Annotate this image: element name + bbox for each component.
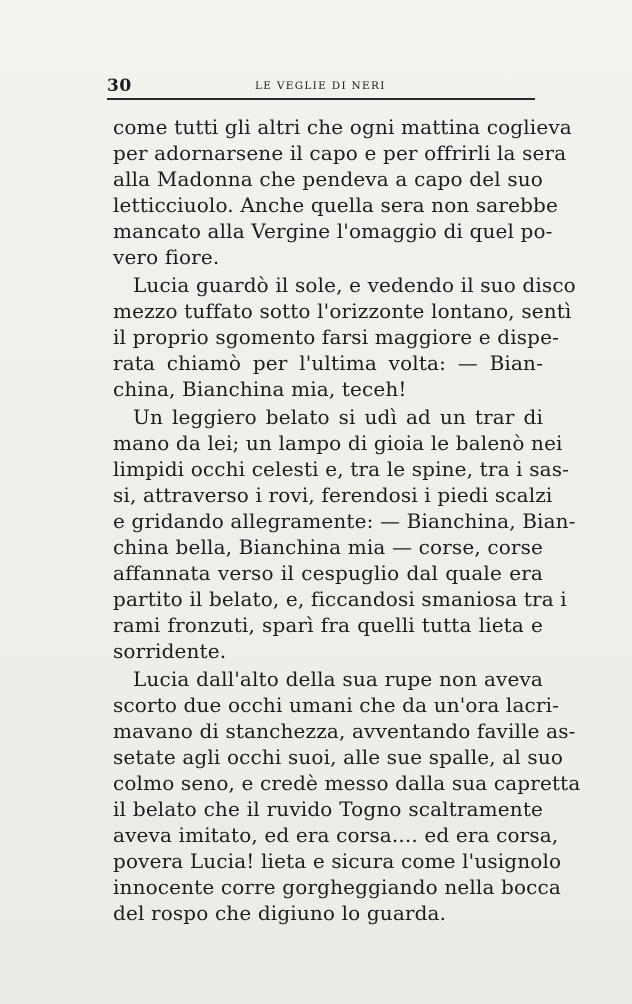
text-line: china bella, Bianchina mia — corse, corse — [113, 535, 543, 559]
text-line: per adornarsene il capo e per offrirli la sera — [113, 141, 567, 165]
text-line: il belato che il ruvido Togno scaltramente — [113, 797, 543, 821]
text-line: Lucia guardò il sole, e vedendo il suo disco — [133, 273, 576, 297]
text-line: del rospo che digiuno lo guarda. — [113, 901, 447, 925]
text-line: povera Lucia! lieta e sicura come l'usignolo — [113, 849, 562, 873]
text-line: rata chiamò per l'ultima volta: — Bian- — [113, 351, 543, 375]
text-line: mavano di stanchezza, avventando faville as- — [113, 719, 576, 743]
text-line: mano da lei; un lampo di gioia le balenò nei — [113, 431, 563, 455]
text-line: setate agli occhi suoi, alle sue spalle, al suo — [113, 745, 564, 769]
text-line: limpidi occhi celesti e, tra le spine, tra i sas- — [113, 457, 570, 481]
text-line: alla Madonna che pendeva a capo del suo — [113, 167, 543, 191]
text-line: colmo seno, e credè messo dalla sua capretta — [113, 771, 581, 795]
text-line: Lucia dall'alto della sua rupe non aveva — [133, 667, 543, 691]
body-text — [113, 114, 581, 925]
text-line: il proprio sgomento farsi maggiore e dispe- — [113, 325, 560, 349]
page-number: 30 — [107, 76, 132, 96]
text-line: sorridente. — [113, 639, 227, 663]
text-line: rami fronzuti, sparì fra quelli tutta lieta e — [113, 613, 543, 637]
text-line: e gridando allegramente: — Bianchina, Bian- — [113, 509, 576, 533]
text-line: aveva imitato, ed era corsa.... ed era corsa, — [113, 823, 559, 847]
text-line: letticciuolo. Anche quella sera non sarebbe — [113, 193, 558, 217]
text-line: mezzo tuffato sotto l'orizzonte lontano, sentì — [113, 299, 572, 323]
text-line: Un leggiero belato si udì ad un trar di — [133, 405, 543, 429]
text-line: china, Bianchina mia, teceh! — [113, 377, 407, 401]
running-title: LE VEGLIE DI NERI — [255, 80, 386, 92]
text-line: affannata verso il cespuglio dal quale era — [113, 561, 543, 585]
text-line: mancato alla Vergine l'omaggio di quel po- — [113, 219, 553, 243]
text-line: come tutti gli altri che ogni mattina coglieva — [113, 115, 572, 139]
text-line: innocente corre gorgheggiando nella bocca — [113, 875, 561, 899]
text-line: si, attraverso i rovi, ferendosi i piedi scalzi — [113, 483, 553, 507]
page-header — [107, 70, 535, 100]
text-line: partito il belato, e, ficcandosi smaniosa tra i — [113, 587, 567, 611]
text-line: vero fiore. — [113, 245, 220, 269]
text-line: scorto due occhi umani che da un'ora lacri- — [113, 693, 560, 717]
